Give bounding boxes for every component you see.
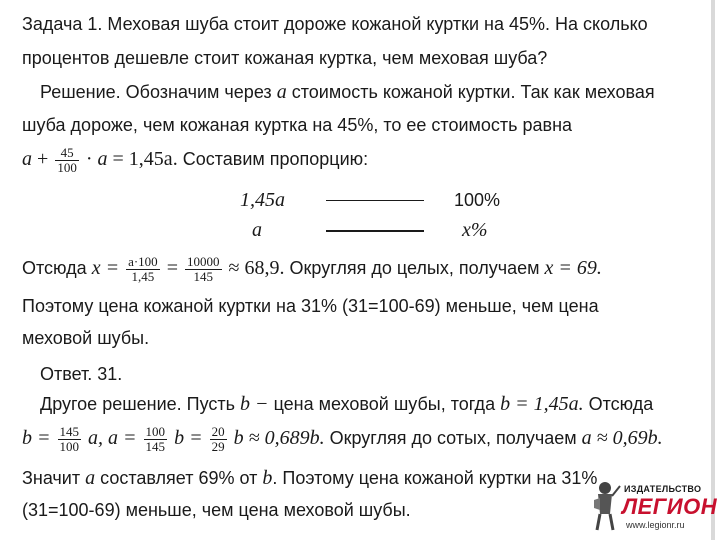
formula-line-2: Отсюда x = $\frac{a\cdot 100}{1,45}$ = $\frac{10000}{145}$ ≈ 68,9. Округляя до целых, получаем x = 69. — [22, 253, 602, 284]
proportion-left-2: a — [252, 219, 262, 241]
proportion-dash-1 — [326, 200, 424, 201]
logo-publisher-label: ИЗДАТЕЛЬСТВО — [624, 484, 702, 494]
fraction-20-29: $\frac{20}{29}$ — [211, 423, 225, 454]
problem-line-2: процентов дешевле стоит кожаная куртка, чем меховая шуба? — [22, 48, 548, 68]
answer: Ответ. 31. — [40, 364, 123, 384]
slide-frame — [8, 0, 718, 540]
fraction-145-100: $\frac{145}{100}$ — [59, 423, 80, 454]
proportion-right-1: 100% — [454, 190, 501, 210]
formula-line-3: b = $\frac{145}{100}$ a, a = $\frac{100}{145}$ b = $\frac{20}{29}$ b ≈ 0,689b. Округляя до сотых, получаем a ≈ 0,69b. — [22, 423, 663, 454]
fraction-100-145: $\frac{100}{145}$ — [145, 423, 166, 454]
proportion-left-1: 1,45a — [240, 189, 285, 211]
summary-line-1: Значит a составляет 69% от b. Поэтому цена кожаной куртки на 31% — [22, 467, 598, 489]
publisher-logo — [586, 478, 718, 534]
fraction-45-100: $\frac{45}{100}$ — [57, 144, 77, 175]
solution-line-2: шуба дороже, чем кожаная куртка на 45%, то ее стоимость равна — [22, 115, 573, 135]
summary-line-2: (31=100-69) меньше, чем цена меховой шубы. — [22, 500, 411, 520]
proportion-right-2: x% — [462, 219, 488, 241]
conclusion-line-1: Поэтому цена кожаной куртки на 31% (31=100-69) меньше, чем цена — [22, 296, 599, 316]
alt-solution-line: Другое решение. Пусть b − цена меховой шубы, тогда b = 1,45a. Отсюда — [40, 393, 654, 415]
logo-url: www.legionr.ru — [626, 520, 685, 530]
logo-name: ЛЕГИОН — [622, 494, 718, 519]
conclusion-line-2: меховой шубы. — [22, 328, 150, 348]
fraction-10000-145: $\frac{10000}{145}$ — [187, 253, 220, 284]
problem-line-1: Задача 1. Меховая шуба стоит дороже кожаной куртки на 45%. На сколько — [22, 14, 648, 34]
legionnaire-figure-icon — [588, 480, 622, 532]
solution-line-1: Решение. Обозначим через a стоимость кожаной куртки. Так как меховая — [40, 81, 655, 103]
formula-line-1: a + $\frac{45}{100}$ · a = 1,45a. Составим пропорцию: — [22, 144, 369, 175]
fraction-a100-145: $\frac{a\cdot 100}{1,45}$ — [128, 253, 158, 284]
proportion-dash-2 — [326, 230, 424, 232]
